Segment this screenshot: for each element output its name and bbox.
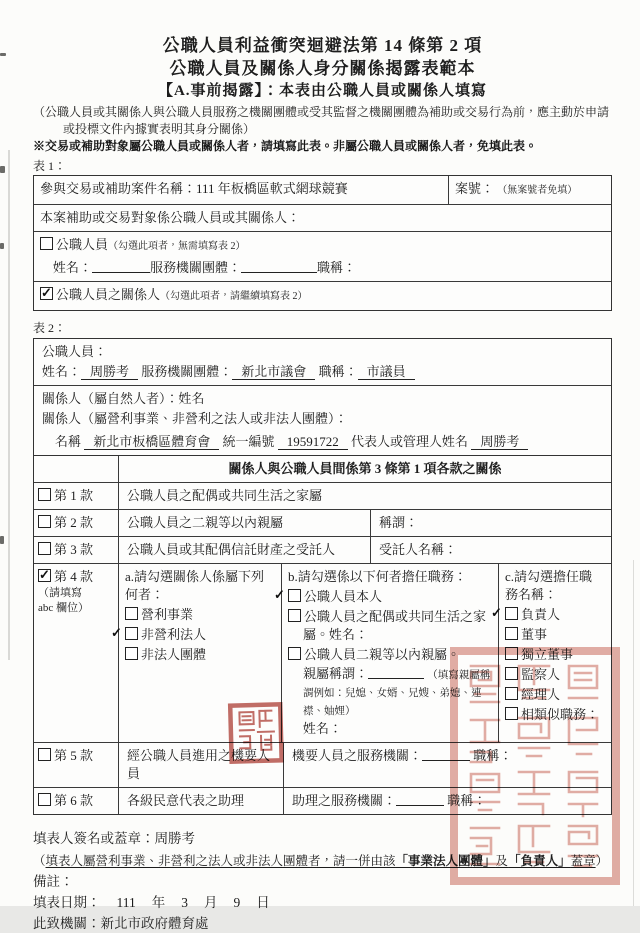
table1-case-row [34,176,611,204]
a-opt3-checkbox[interactable] [125,647,138,660]
seal-instruction-note [33,852,612,870]
c-opt6-label: 相類似職務： [521,707,600,722]
c-opt5-label: 經理人 [521,687,561,702]
related-person-section [34,386,611,455]
applicability-note: ※交易或補助對象屬公職人員或關係人者，請填寫此表。非屬公職人員或關係人者，免填此表。 [33,139,538,153]
clause4-label: 第 4 款 [54,569,94,584]
clause6-org-blank[interactable] [396,793,444,806]
day-unit: 日 [256,895,270,910]
a-opt1-checkbox[interactable] [125,607,138,620]
clause6-checkbox[interactable] [38,793,51,806]
c-opt5-checkbox[interactable] [505,687,518,700]
official-org-label: 服務機關團體： [141,364,233,379]
c-opt1-checkbox[interactable] [505,607,518,620]
clause6-extra-field [284,788,611,814]
official-section [34,339,611,386]
date-label: 填表日期： [33,895,101,910]
entity-rep-label: 代表人或管理人姓名 [351,434,469,449]
relation-header-title: 關係人與公職人員間係第 3 條第 1 項各款之關係 [228,461,502,476]
column-b-header: b.請勾選係以下何者擔任職務： [288,569,467,584]
c-opt4-checkbox[interactable] [505,667,518,680]
related-entity-line: 關係人（屬營利事業、非營利之法人或非法人團體）： [42,411,348,426]
official-title-label: 職稱： [317,260,357,275]
agency-value: 新北市政府體育處 [100,916,209,931]
clause4-column-c [499,564,611,742]
entity-rep-value: 周勝考 [471,434,528,450]
case-number-note: （無案號者免填） [497,185,578,196]
official-identity-line [42,362,603,382]
c-opt4-label: 監察人 [521,667,561,682]
date-day: 9 [233,895,241,910]
document-title-line2: 公職人員及關係人身分關係揭露表範本 [169,59,476,78]
clause1-checkbox[interactable] [38,488,51,501]
b-opt2-label: 公職人員之配偶或共同生活之家屬。姓名： [303,609,487,642]
clause2-label: 第 2 款 [54,515,94,530]
signature-line [33,829,612,849]
document-title-line1: 公職人員利益衝突迴避法第 14 條第 2 項 [162,36,483,55]
clause2-description: 公職人員之二親等以內親屬 [119,510,371,536]
clause4-note-line1: （請填寫 [38,587,82,599]
clause4-note-line2: abc 欄位） [38,602,90,614]
clause5-description: 經公職人員進用之機要人員 [119,743,284,787]
a-opt2-label: 非營利法人 [141,627,207,642]
clause5-org-label: 機要人員之服務機關： [292,748,423,763]
clause6-cell [34,788,119,814]
table1-related-row [34,281,611,310]
b-opt1-label: 公職人員本人 [304,589,383,604]
related-person-checkbox[interactable] [40,287,53,300]
official-name-value: 周勝考 [81,364,138,380]
official-name-label: 姓名： [42,364,82,379]
b-opt3-label: 公職人員二親等以內親屬。 [304,647,461,662]
relation-row-6 [34,787,611,814]
clause2-cell [34,510,119,536]
clause3-cell [34,537,119,563]
agency-label: 此致機關： [33,916,101,931]
relation-header-empty-cell [34,456,119,482]
kinship-example-note: （填寫親屬稱謂例如：兒媳、女婿、兄嫂、弟媳、連襟、妯娌） [303,670,491,717]
clause6-org-label: 助理之服務機關： [292,793,397,808]
table-1 [33,175,612,311]
entity-id-value: 19591722 [278,434,348,450]
year-unit: 年 [151,895,166,910]
b-opt1-checkbox[interactable] [288,589,301,602]
seal-note-body1: 填表人屬營利事業、非營利之法人或非法人團體者，請一併由該 [45,854,396,868]
case-name-value: 111 年板橋區軟式網球競賽 [196,181,348,196]
entity-name-label: 名稱 [55,434,82,449]
entity-detail-line [42,432,603,452]
clause5-org-blank[interactable] [422,748,470,761]
clause3-checkbox[interactable] [38,542,51,555]
relation-header-row [34,456,611,482]
c-opt6-checkbox[interactable] [505,707,518,720]
clause3-extra-field: 受託人名稱： [379,542,458,557]
table1-official-row [34,231,611,281]
clause6-description: 各級民意代表之助理 [119,788,284,814]
fill-date-line [33,893,612,912]
clause5-label: 第 5 款 [54,748,94,763]
case-name-label: 參與交易或補助案件名稱： [40,181,197,196]
official-name-label: 姓名： [53,260,93,275]
addressed-agency-line [33,914,612,933]
remarks-line: 備註： [33,874,74,889]
case-number-cell [448,176,611,204]
a-opt1-label: 營利事業 [141,607,194,622]
paren-close: ） [595,854,609,868]
official-heading: 公職人員： [42,344,108,359]
official-title-label: 職稱： [318,364,358,379]
related-natural-line: 關係人（屬自然人者）：姓名 [42,391,205,406]
clause5-title-label: 職稱： [473,748,513,763]
related-option-label: 公職人員之關係人 [56,287,161,302]
column-c-header: c.請勾選擔任職務名稱： [505,569,593,602]
clause1-cell [34,483,119,509]
official-org-value: 新北市議會 [232,364,315,380]
clause3-description: 公職人員或其配偶信託財產之受託人 [119,537,371,563]
clause4-cell [34,564,119,742]
clause6-label: 第 6 款 [54,793,94,808]
c-opt3-checkbox[interactable] [505,647,518,660]
table1-target-row: 本案補助或交易對象係公職人員或其關係人： [34,204,611,231]
b-opt2-checkbox[interactable] [288,609,301,622]
seal-note-term1: 「事業法人團體」 [395,854,496,868]
kinship-title-label: 親屬稱謂： [303,666,369,681]
signature-label: 填表人簽名或蓋章： [33,831,155,846]
official-option-note: （勾選此項者，無需填寫表 2） [108,241,246,252]
clause6-title-label: 職稱： [447,793,487,808]
document-subtitle: 【A.事前揭露】：本表由公職人員或關係人填寫 [157,83,488,99]
case-number-label: 案號： [455,181,495,196]
table1-label: 表 1： [33,159,67,173]
table2-label: 表 2： [33,321,67,335]
c-opt2-label: 董事 [521,627,548,642]
date-month: 3 [181,895,188,910]
clause4-column-b [282,564,499,742]
clause5-extra-field [284,743,611,787]
signature-value: 周勝考 [154,831,195,846]
relation-row-5 [34,742,611,787]
a-opt3-label: 非法人團體 [141,647,207,662]
relation-row-1 [34,482,611,509]
c-opt1-label: 負責人 [521,607,561,622]
b-opt3-checkbox[interactable] [288,647,301,660]
relation-row-4 [34,563,611,742]
relation-row-2 [34,509,611,536]
table-2 [33,338,612,815]
clause4-column-a [119,564,282,742]
case-name-cell [34,176,448,204]
official-org-blank[interactable] [241,260,317,273]
official-option-line [40,236,605,256]
form-footer [33,829,612,933]
a-opt2-checkbox[interactable] [125,627,138,640]
kinship-name-label: 姓名： [303,721,343,736]
clause4-checkbox[interactable] [38,569,51,582]
entity-name-value: 新北市板橋區體育會 [84,434,219,450]
clause2-checkbox[interactable] [38,515,51,528]
clause1-description: 公職人員之配偶或共同生活之家屬 [127,488,323,503]
clause5-checkbox[interactable] [38,748,51,761]
paren-open: （ [33,854,46,868]
entity-id-label: 統一編號 [222,434,275,449]
clause1-label: 第 1 款 [54,488,94,503]
date-year: 111 [116,895,136,910]
c-opt3-label: 獨立董事 [521,647,574,662]
column-a-header: a.請勾選關係人係屬下列何者： [125,569,265,602]
kinship-title-blank[interactable] [368,666,424,679]
c-opt2-checkbox[interactable] [505,627,518,640]
month-unit: 月 [204,895,218,910]
instruction-note: （公職人員或其關係人與公職人員服務之機關團體或受其監督之機關團體為補助或交易行為前，應主動於申請或投標文件內據實表明其身分關係） [33,105,610,136]
relation-table [34,455,611,814]
clause5-cell [34,743,119,787]
official-fill-line [40,259,605,277]
seal-note-mid: 及 [495,854,509,868]
clause3-label: 第 3 款 [54,542,94,557]
seal-note-body2: 蓋章 [570,854,596,868]
relation-row-3 [34,536,611,563]
official-name-blank[interactable] [92,260,150,273]
official-checkbox[interactable] [40,237,53,250]
related-option-note: （勾選此項者，請繼續填寫表 2） [160,291,308,302]
official-title-value: 市議員 [358,364,415,380]
seal-note-term2: 「負責人」 [508,854,571,868]
official-option-label: 公職人員 [56,237,109,252]
official-org-label: 服務機關團體： [150,260,242,275]
clause2-extra-field: 稱謂： [379,515,419,530]
